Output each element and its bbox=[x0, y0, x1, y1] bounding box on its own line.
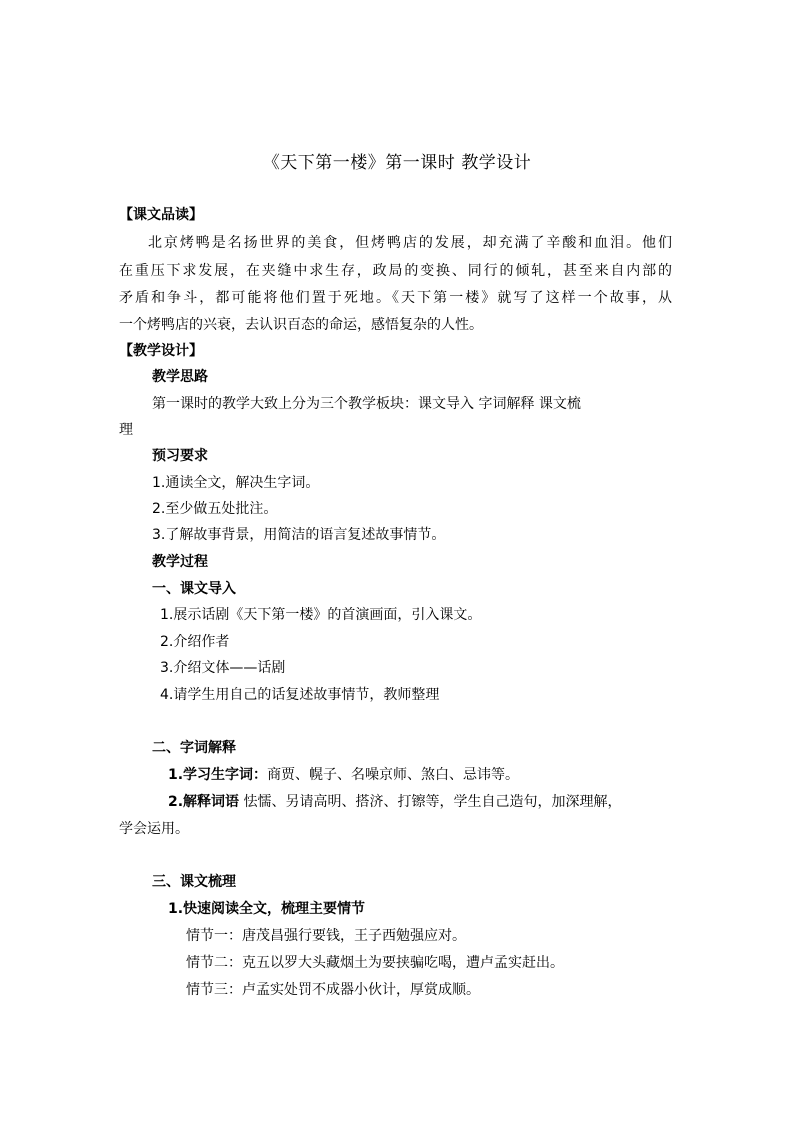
part1-item: 3.介绍文体——话剧 bbox=[160, 660, 286, 676]
prep-item: 3.了解故事背景，用简洁的语言复述故事情节。 bbox=[152, 527, 446, 543]
part1-item: 1.展示话剧《天下第一楼》的首演画面，引入课文。 bbox=[160, 607, 482, 623]
paragraph-line: 矛盾和争斗，都可能将他们置于死地。《天下第一楼》就写了这样一个故事，从 bbox=[119, 290, 672, 306]
thinking-line: 第一课时的教学大致上分为三个教学板块：课文导入 字词解释 课文梳 bbox=[152, 396, 581, 412]
page-title: 《天下第一楼》第一课时 教学设计 bbox=[262, 153, 532, 173]
part1-item: 2.介绍作者 bbox=[160, 634, 230, 650]
part1-title: 一、课文导入 bbox=[152, 581, 236, 597]
section-heading-design: 【教学设计】 bbox=[119, 343, 203, 359]
part1-item: 4.请学生用自己的话复述故事情节，教师整理 bbox=[160, 687, 440, 703]
part3-title: 三、课文梳理 bbox=[152, 874, 236, 890]
paragraph-line: 北京烤鸭是名扬世界的美食，但烤鸭店的发展，却充满了辛酸和血泪。他们 bbox=[148, 235, 672, 251]
plot-item: 情节二：克五以罗大头藏烟土为要挟骗吃喝，遭卢孟实赶出。 bbox=[186, 955, 564, 971]
part2-title: 二、字词解释 bbox=[152, 740, 236, 756]
part2-item-2-text: 怯懦、另请高明、搭济、打镲等，学生自己造句，加深理解， bbox=[239, 794, 622, 810]
part2-item-2 bbox=[168, 792, 622, 812]
paragraph-line: 在重压下求发展，在夹缝中求生存，政局的变换、同行的倾轧，甚至来自内部的 bbox=[119, 263, 672, 279]
subheading-thinking: 教学思路 bbox=[152, 369, 208, 385]
part2-item-2-cont: 学会运用。 bbox=[119, 821, 189, 837]
plot-item: 情节一：唐茂昌强行要钱，王子西勉强应对。 bbox=[186, 928, 466, 944]
thinking-line: 理 bbox=[119, 422, 133, 438]
part2-item-2-label: 2.解释词语 bbox=[168, 794, 240, 810]
subheading-preparation: 预习要求 bbox=[152, 448, 208, 464]
part2-item-1-label: 1.学习生字词： bbox=[168, 767, 268, 783]
prep-item: 2.至少做五处批注。 bbox=[152, 501, 278, 517]
paragraph-line: 一个烤鸭店的兴衰，去认识百态的命运，感悟复杂的人性。 bbox=[119, 317, 483, 333]
part2-item-1 bbox=[168, 765, 519, 785]
part2-item-1-text: 商贾、幌子、名噪京师、煞白、忌讳等。 bbox=[267, 767, 520, 783]
plot-item: 情节三：卢孟实处罚不成器小伙计，厚赏成顺。 bbox=[186, 982, 480, 998]
section-heading-reading: 【课文品读】 bbox=[119, 207, 203, 223]
part3-subtitle: 1.快速阅读全文，梳理主要情节 bbox=[168, 901, 366, 917]
prep-item: 1.通读全文，解决生字词。 bbox=[152, 475, 320, 491]
subheading-process: 教学过程 bbox=[152, 554, 208, 570]
